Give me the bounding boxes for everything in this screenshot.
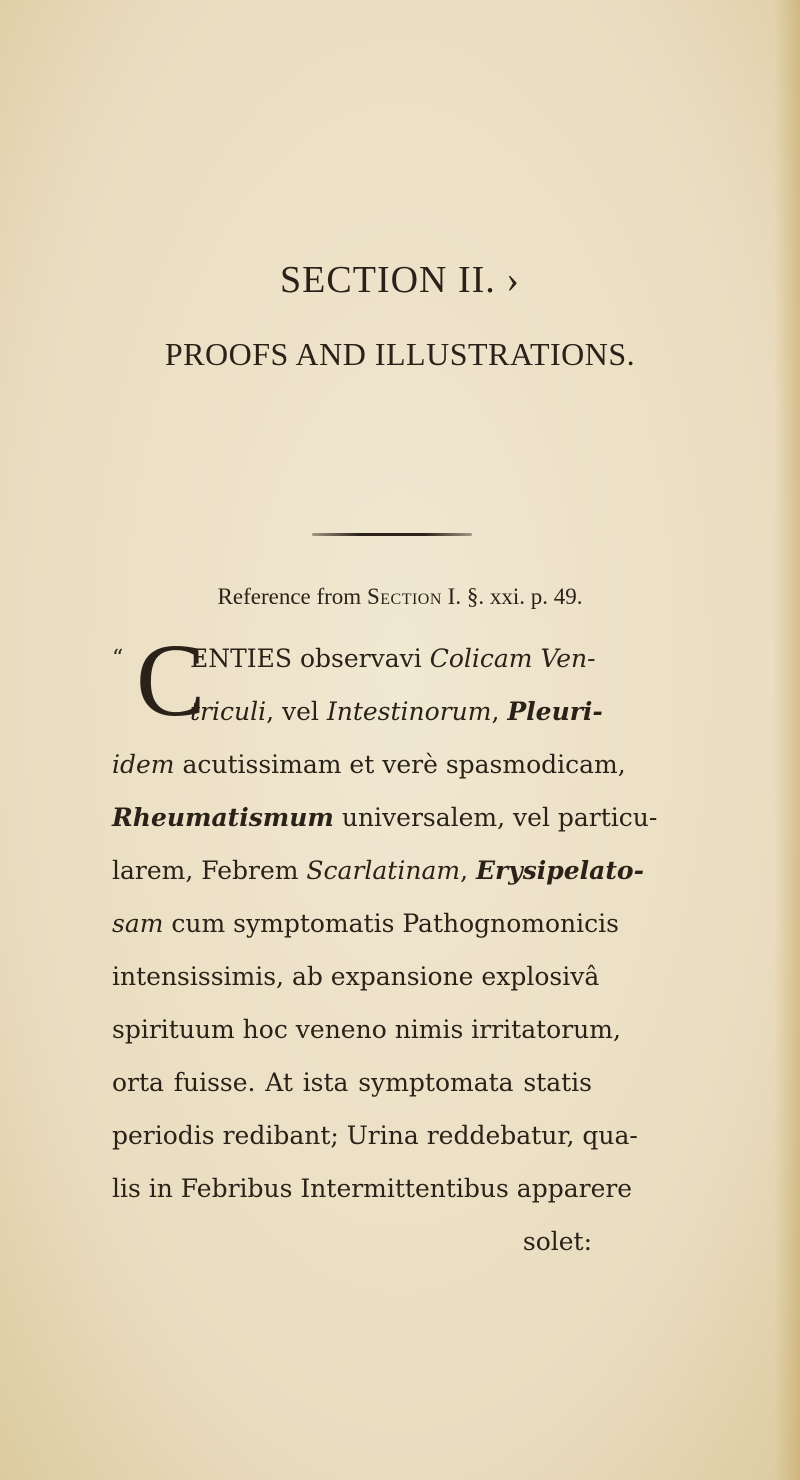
reference-section-word: Section (366, 584, 442, 609)
passage-line-7: intensissimis, ab expansione explosivâ (112, 962, 600, 991)
catchword: solet: (522, 1227, 592, 1256)
passage-line-6: sam cum symptomatis Pathognomonicis (112, 909, 619, 938)
passage-line-4: Rheumatismum universalem, vel particu- (112, 803, 658, 832)
passage-line-8: spirituum hoc veneno nimis irritatorum, (112, 1015, 621, 1044)
latin-passage (112, 623, 658, 1268)
page-edge-shadow (774, 0, 800, 1480)
passage-line-9: orta fuisse. At ista symptomata statis (112, 1068, 592, 1097)
divider-rule (312, 533, 472, 536)
section-title: SECTION II. › (280, 259, 520, 301)
drop-cap: C (136, 623, 206, 738)
passage-line-11: lis in Febribus Intermittentibus apparere (112, 1174, 633, 1203)
reference-prefix: Reference from (217, 584, 362, 609)
opening-quote: “ (112, 646, 124, 671)
section-subtitle: PROOFS AND ILLUSTRATIONS. (164, 336, 636, 372)
reference-citation: I. §. xxi. p. 49. (447, 584, 583, 609)
passage-line-10: periodis redibant; Urina reddebatur, qua- (112, 1121, 638, 1150)
passage-line-2: triculi, vel Intestinorum, Pleuri- (190, 697, 603, 726)
passage-line-5: larem, Febrem Scarlatinam, Erysipelato- (112, 856, 644, 885)
passage-line-1: ENTIES observavi Colicam Ven- (190, 644, 596, 673)
reference-line (0, 584, 800, 610)
passage-line-3: idem acutissimam et verè spasmodicam, (112, 750, 626, 779)
